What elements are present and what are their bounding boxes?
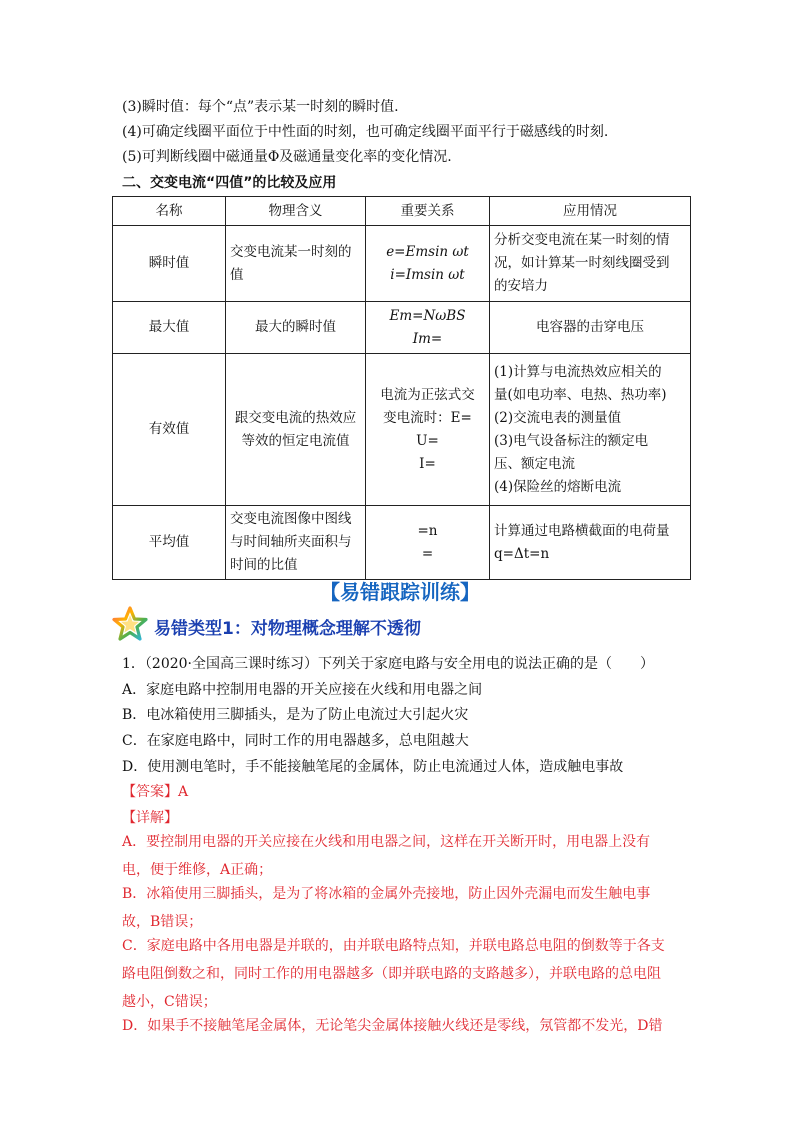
answer-label: 【答案】A	[122, 784, 189, 800]
explanation-a: A．要控制用电器的开关应接在火线和用电器之间，这样在开关断开时，用电器上没有电，便于维修，A正确；	[122, 834, 651, 878]
header-meaning: 物理含义	[226, 197, 366, 226]
row-name: 瞬时值	[113, 226, 226, 302]
row-relation: Em=NωBS Im=	[366, 302, 490, 354]
type-title: 易错类型1：对物理概念理解不透彻	[154, 618, 421, 639]
option-d: D．使用测电笔时，手不能接触笔尾的金属体，防止电流通过人体，造成触电事故	[122, 759, 624, 775]
row-name: 有效值	[113, 354, 226, 506]
table-row	[113, 506, 691, 580]
row-application: 计算通过电路横截面的电荷量 q=Δt=n	[490, 506, 691, 580]
header-name: 名称	[113, 197, 226, 226]
row-meaning: 交变电流某一时刻的 值	[226, 226, 366, 302]
row-relation: =n =	[366, 506, 490, 580]
row-application: 分析交变电流在某一时刻的情 况，如计算某一时刻线圈受到 的安培力	[490, 226, 691, 302]
row-meaning: 最大的瞬时值	[226, 302, 366, 354]
intro-line-3: (3)瞬时值：每个“点”表示某一时刻的瞬时值.	[122, 99, 399, 115]
row-meaning: 跟交变电流的热效应 等效的恒定电流值	[226, 354, 366, 506]
header-application: 应用情况	[490, 197, 691, 226]
row-application: (1)计算与电流热效应相关的 量(如电功率、电热、热功率) (2)交流电表的测量值 (3)电气设备标注的额定电 压、额定电流 (4)保险丝的熔断电流	[490, 354, 691, 506]
detail-label: 【详解】	[122, 810, 178, 826]
table-row	[113, 302, 691, 354]
option-c: C．在家庭电路中，同时工作的用电器越多，总电阻越大	[122, 733, 469, 749]
row-name: 最大值	[113, 302, 226, 354]
row-application: 电容器的击穿电压	[490, 302, 691, 354]
row-relation: 电流为正弦式交 变电流时：E= U= I=	[366, 354, 490, 506]
option-b: B．电冰箱使用三脚插头，是为了防止电流过大引起火灾	[122, 707, 469, 723]
table-row	[113, 354, 691, 506]
explanation-c: C．家庭电路中各用电器是并联的，由并联电路特点知，并联电路总电阻的倒数等于各支路电阻倒数之和，同时工作的用电器越多（即并联电路的支路越多），并联电路的总电阻越小，C错误；	[122, 938, 665, 1010]
error-type-heading	[112, 608, 421, 644]
row-relation: e=Emsin ωt i=Imsin ωt	[366, 226, 490, 302]
option-a: A．家庭电路中控制用电器的开关应接在火线和用电器之间	[122, 682, 483, 698]
table-header-row	[113, 197, 691, 226]
explanation-d: D．如果手不接触笔尾金属体，无论笔尖金属体接触火线还是零线，氖管都不发光，D错	[122, 1018, 663, 1034]
table-row	[113, 226, 691, 302]
star-icon	[112, 606, 148, 646]
question-stem: 1．（2020·全国高三课时练习）下列关于家庭电路与安全用电的说法正确的是（ ）	[122, 656, 654, 672]
explanation-b: B．冰箱使用三脚插头，是为了将冰箱的金属外壳接地，防止因外壳漏电而发生触电事故，B错误；	[122, 886, 651, 930]
section-heading: 二、交变电流“四值”的比较及应用	[122, 175, 337, 191]
four-values-table	[112, 196, 691, 580]
intro-line-5: (5)可判断线圈中磁通量Φ及磁通量变化率的变化情况.	[122, 149, 452, 165]
row-name: 平均值	[113, 506, 226, 580]
training-title: 【易错跟踪训练】	[320, 580, 480, 604]
header-relation: 重要关系	[366, 197, 490, 226]
intro-line-4: (4)可确定线圈平面位于中性面的时刻，也可确定线圈平面平行于磁感线的时刻.	[122, 124, 609, 140]
row-meaning: 交变电流图像中图线 与时间轴所夹面积与 时间的比值	[226, 506, 366, 580]
